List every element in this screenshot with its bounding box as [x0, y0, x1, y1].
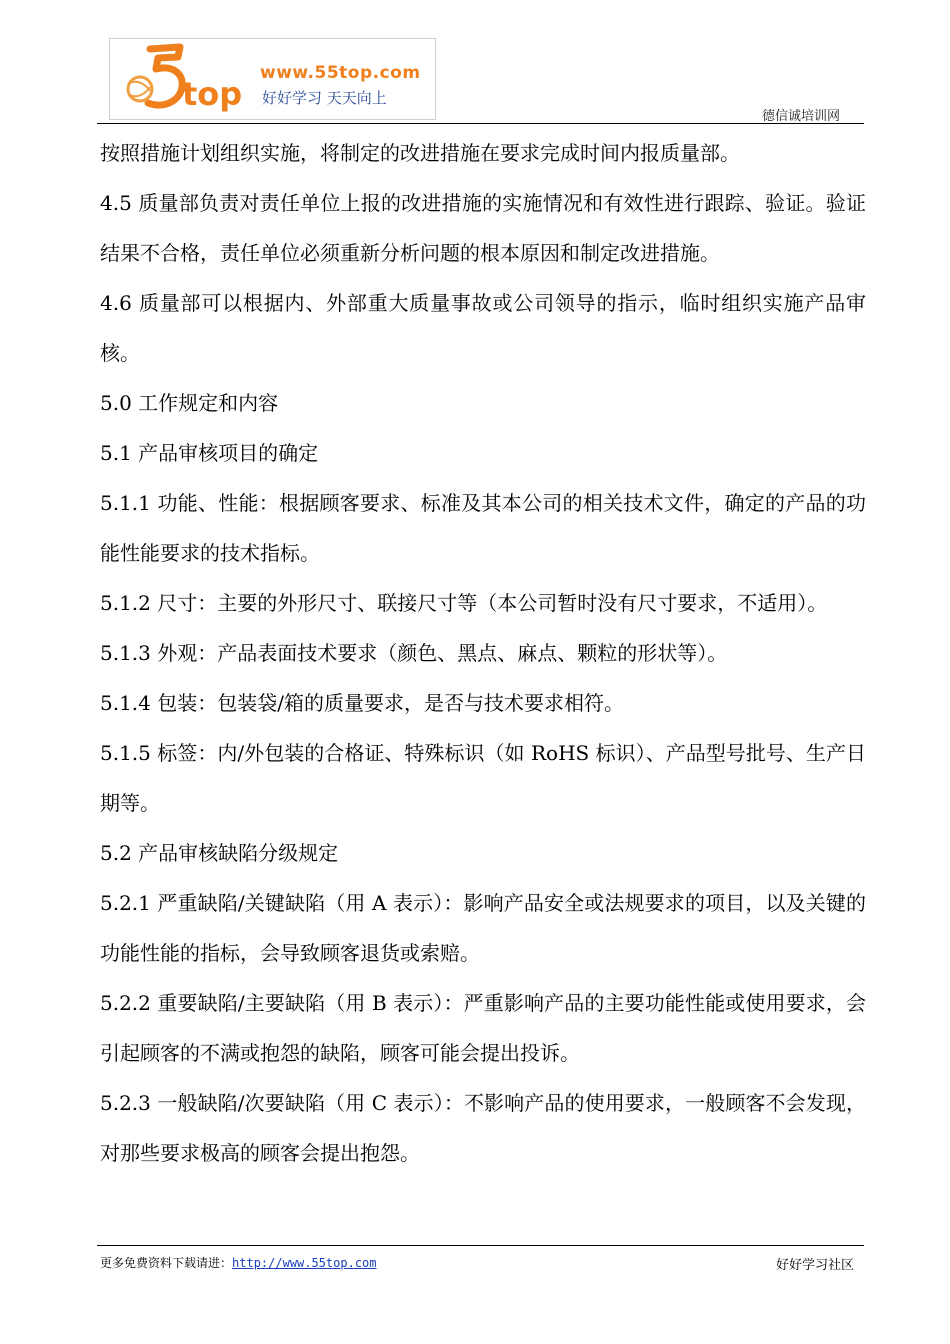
footer-download-note [100, 1254, 377, 1271]
section-heading: 5.0 工作规定和内容 [100, 391, 279, 415]
document-body [100, 128, 866, 1178]
paragraph: 5.2.2 重要缺陷/主要缺陷（用 B 表示）：严重影响产品的主要功能性能或使用要求，会引起顾客的不满或抱怨的缺陷，顾客可能会提出投诉。 [100, 991, 866, 1065]
logo-brand-letters [182, 75, 242, 113]
section-heading: 5.1 产品审核项目的确定 [100, 441, 319, 465]
section-heading: 5.2 产品审核缺陷分级规定 [100, 841, 339, 865]
logo-graphic [110, 39, 260, 119]
paragraph: 5.1.5 标签：内/外包装的合格证、特殊标识（如 RoHS 标识）、产品型号批号、生产日期等。 [100, 741, 866, 815]
svg-text:top: top [182, 75, 243, 113]
paragraph: 4.6 质量部可以根据内、外部重大质量事故或公司领导的指示，临时组织实施产品审核。 [100, 291, 866, 365]
footer-left-text: 更多免费资料下载请进： [100, 1256, 233, 1270]
paragraph: 5.2.1 严重缺陷/关键缺陷（用 A 表示）：影响产品安全或法规要求的项目，以及关键的功能性能的指标，会导致顾客退货或索赔。 [100, 891, 866, 965]
header-divider [97, 123, 864, 124]
paragraph: 4.5 质量部负责对责任单位上报的改进措施的实施情况和有效性进行跟踪、验证。验证结果不合格，责任单位必须重新分析问题的根本原因和制定改进措施。 [100, 191, 866, 265]
logo-url-text: www.55top.com [260, 63, 421, 83]
paragraph: 5.1.1 功能、性能：根据顾客要求、标准及其本公司的相关技术文件，确定的产品的功能性能要求的技术指标。 [100, 491, 866, 565]
paragraph: 5.1.4 包装：包装袋/箱的质量要求，是否与技术要求相符。 [100, 691, 624, 715]
paragraph: 按照措施计划组织实施，将制定的改进措施在要求完成时间内报质量部。 [100, 141, 740, 165]
paragraph: 5.2.3 一般缺陷/次要缺陷（用 C 表示）：不影响产品的使用要求，一般顾客不会发现，对那些要求极高的顾客会提出抱怨。 [100, 1091, 866, 1165]
logo-slogan: 好好学习 天天向上 [262, 89, 387, 107]
footer-divider [97, 1245, 864, 1246]
footer-link[interactable]: http://www.55top.com [232, 1256, 377, 1270]
paragraph: 5.1.3 外观：产品表面技术要求（颜色、黑点、麻点、颗粒的形状等）。 [100, 641, 728, 665]
site-logo[interactable] [109, 38, 436, 120]
paragraph: 5.1.2 尺寸：主要的外形尺寸、联接尺寸等（本公司暂时没有尺寸要求，不适用）。 [100, 591, 828, 615]
header-site-name: 德信诚培训网 [761, 109, 840, 124]
footer-community: 好好学习社区 [775, 1258, 854, 1273]
